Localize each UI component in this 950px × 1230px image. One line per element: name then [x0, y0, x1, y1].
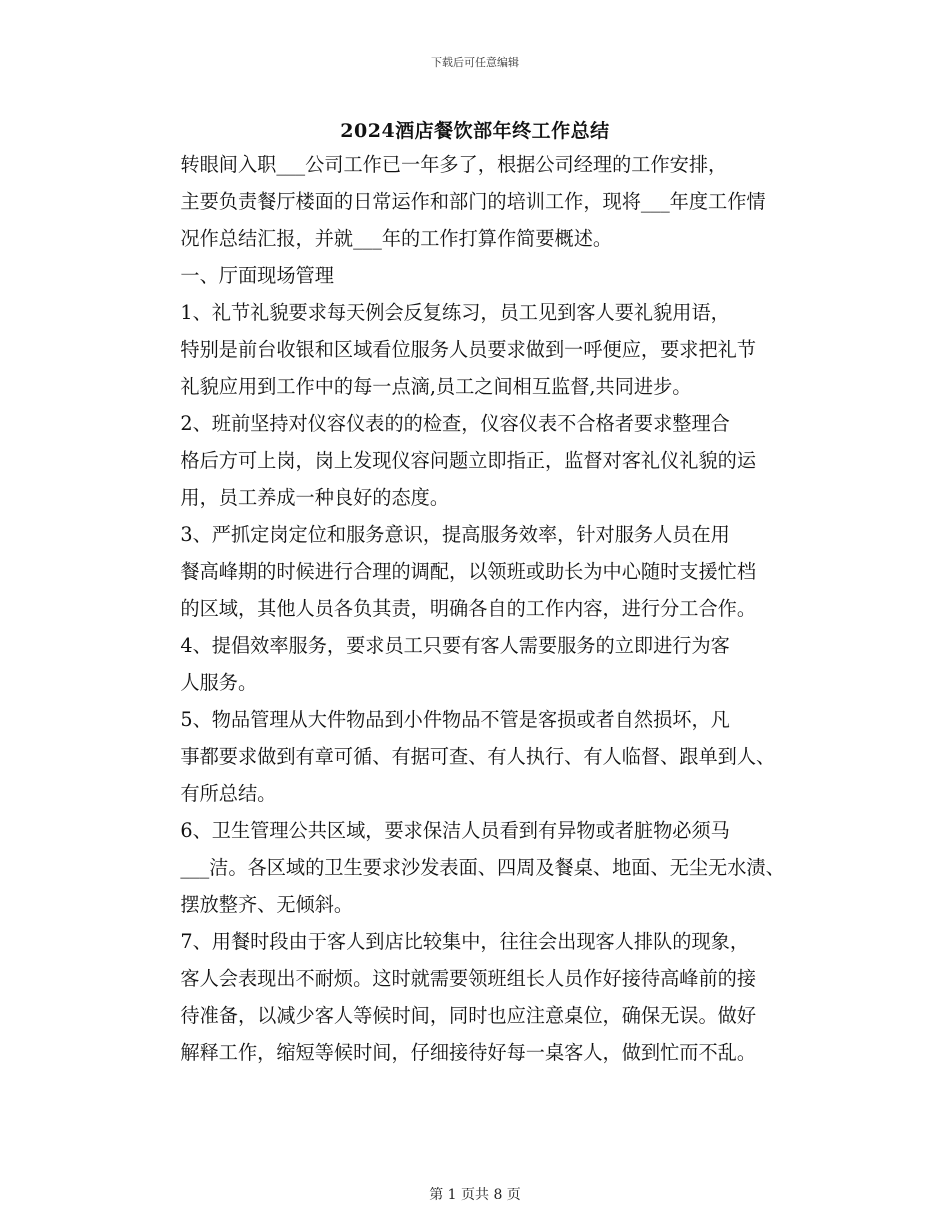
paragraph-line: 解释工作，缩短等候时间，仔细接待好每一桌客人，做到忙而不乱。: [180, 1041, 757, 1064]
paragraph: [142, 146, 814, 257]
paragraph-line: 4、提倡效率服务，要求员工只要有客人需要服务的立即进行为客: [180, 634, 730, 657]
paragraph-line: 事都要求做到有章可循、有据可查、有人执行、有人临督、跟单到人、: [180, 745, 776, 768]
header-note: 下载后可任意编辑: [431, 56, 519, 69]
paragraph-line: 待准备，以减少客人等候时间，同时也应注意桌位，确保无误。做好: [180, 1004, 757, 1027]
paragraph-line: 主要负责餐厅楼面的日常运作和部门的培训工作，现将___年度工作情: [180, 190, 766, 213]
paragraph-line: 有所总结。: [180, 782, 277, 805]
paragraph-line: 摆放整齐、无倾斜。: [180, 893, 354, 916]
paragraph-line: 人服务。: [180, 671, 258, 694]
paragraph-line: 特别是前台收银和区域看位服务人员要求做到一呼便应，要求把礼节: [180, 338, 757, 361]
paragraph-line: 转眼间入职___公司工作已一年多了，根据公司经理的工作安排，: [180, 153, 728, 176]
paragraph: [142, 701, 814, 812]
paragraph-line: 客人会表现出不耐烦。这时就需要领班组长人员作好接待高峰前的接: [180, 967, 757, 990]
paragraph-line: 用，员工养成一种良好的态度。: [180, 486, 450, 509]
paragraph: [142, 257, 814, 294]
paragraph-line: ___洁。各区域的卫生要求沙发表面、四周及餐桌、地面、无尘无水渍、: [180, 856, 785, 879]
paragraph: [142, 405, 814, 516]
paragraph: [142, 923, 814, 1071]
page-footer: 第 1 页共 8 页: [429, 1187, 521, 1203]
paragraph-line: 3、严抓定岗定位和服务意识，提高服务效率，针对服务人员在用: [180, 523, 730, 546]
paragraph-line: 5、物品管理从大件物品到小件物品不管是客损或者自然损坏，凡: [180, 708, 730, 731]
paragraph: [142, 516, 814, 627]
paragraph-line: 一、厅面现场管理: [180, 264, 334, 287]
paragraph: [142, 294, 814, 405]
paragraph: [142, 812, 814, 923]
paragraph-line: 的区域，其他人员各负其责，明确各自的工作内容，进行分工合作。: [180, 597, 757, 620]
paragraph-line: 格后方可上岗，岗上发现仪容问题立即指正，监督对客礼仪礼貌的运: [180, 449, 757, 472]
paragraph-line: 1、礼节礼貌要求每天例会反复练习，员工见到客人要礼貌用语，: [180, 301, 730, 324]
paragraph-line: 餐高峰期的时候进行合理的调配，以领班或助长为中心随时支援忙档: [180, 560, 757, 583]
paragraph-line: 礼貌应用到工作中的每一点滴,员工之间相互监督,共同进步。: [180, 375, 692, 398]
paragraph-line: 2、班前坚持对仪容仪表的的检查，仪容仪表不合格者要求整理合: [180, 412, 730, 435]
document-title: 2024酒店餐饮部年终工作总结: [340, 120, 610, 142]
paragraph: [142, 627, 814, 701]
paragraph-line: 6、卫生管理公共区域，要求保洁人员看到有异物或者脏物必须马: [180, 819, 730, 842]
document-body: [142, 146, 814, 1071]
paragraph-line: 7、用餐时段由于客人到店比较集中，往往会出现客人排队的现象，: [180, 930, 750, 953]
paragraph-line: 况作总结汇报，并就___年的工作打算作简要概述。: [180, 227, 613, 250]
